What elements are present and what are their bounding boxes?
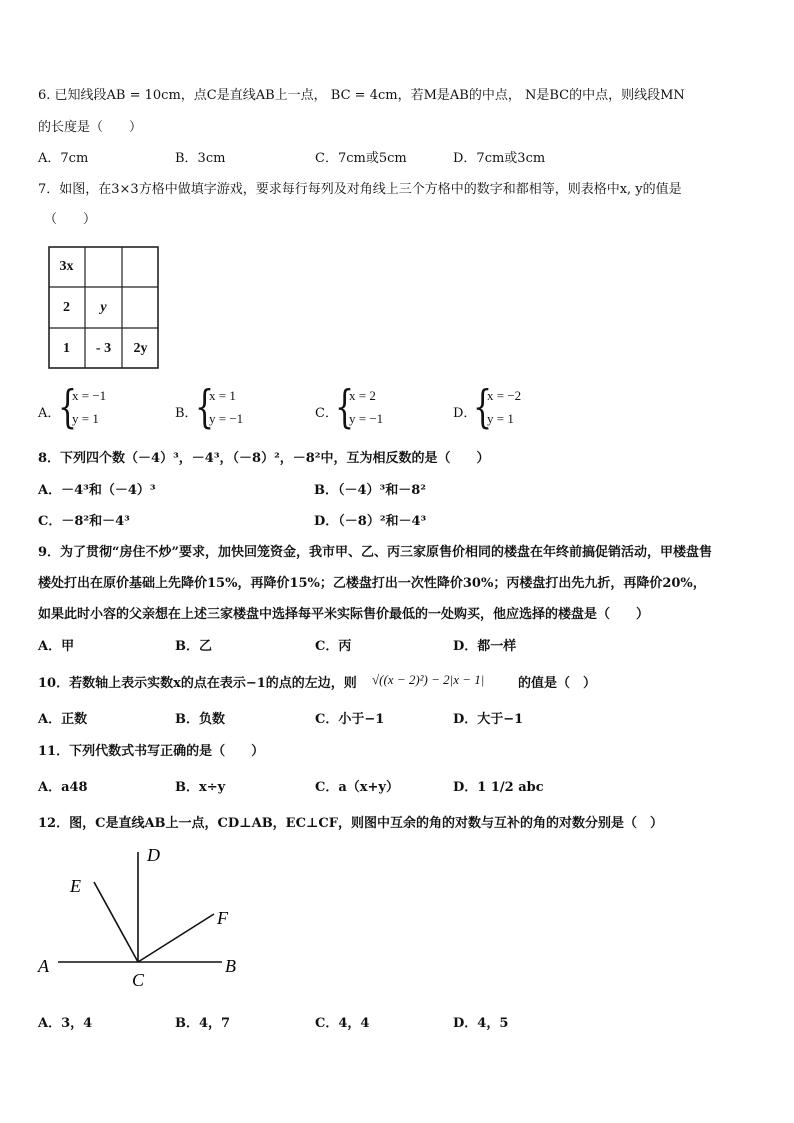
q12-label-e: E — [70, 876, 81, 896]
q10-option-b[interactable]: B．负数 — [175, 712, 225, 727]
q7-option-d-brace: { — [473, 381, 493, 434]
q12-option-b[interactable]: B．4，7 — [175, 1016, 231, 1031]
q12-label-d: D — [147, 845, 160, 865]
q7-grid-cell-r3c3: 2y — [133, 340, 148, 356]
q12-figure — [30, 840, 260, 1000]
q9-option-b[interactable]: B．乙 — [175, 639, 212, 654]
q8-option-b[interactable]: B．（－4）³和－8² — [314, 483, 426, 498]
q7-option-d-eq2: y = 1 — [487, 411, 514, 426]
q10-stem-prefix: 10．若数轴上表示实数x的点在表示−1的点的左边，则 — [38, 676, 357, 691]
q11-option-d[interactable]: D．1 1/2 abc — [453, 780, 544, 795]
q11-option-c[interactable]: C．a（x+y） — [315, 780, 399, 795]
q6-option-d[interactable]: D．7cm或3cm — [453, 151, 546, 166]
q6-stem-line1: 6. 已知线段AB = 10cm，点C是直线AB上一点， BC = 4cm，若M是AB的中点， N是BC的中点，则线段MN — [38, 88, 685, 103]
q7-option-b-eq1: x = 1 — [209, 388, 236, 403]
q12-option-c[interactable]: C．4，4 — [315, 1016, 370, 1031]
q9-option-d[interactable]: D．都一样 — [453, 639, 517, 654]
q10-expression: √((x − 2)²) − 2|x − 1| — [372, 672, 485, 687]
q10-option-a[interactable]: A．正数 — [38, 712, 88, 727]
q12-label-c: C — [132, 970, 145, 990]
q7-option-a-eq2: y = 1 — [72, 411, 99, 426]
q7-option-b-brace: { — [195, 381, 215, 434]
q11-option-a[interactable]: A．a48 — [38, 780, 88, 795]
q7-option-a-eq1: x = −1 — [72, 388, 107, 403]
q12-stem: 12．图，C是直线AB上一点，CD⊥AB，EC⊥CF，则图中互余的角的对数与互补的角的对数分别是（ ） — [38, 816, 663, 831]
q7-option-a-brace: { — [58, 381, 78, 434]
q9-stem-line1: 9．为了贯彻“房住不炒”要求，加快回笼资金，我市甲、乙、丙三家原售价相同的楼盘在年终前搞促销活动，甲楼盘售 — [38, 545, 713, 560]
q7-option-c-eq2: y = −1 — [349, 411, 384, 426]
q7-option-d-eq1: x = −2 — [487, 388, 522, 403]
q7-grid-cell-r2c3 — [122, 287, 159, 328]
q12-label-b: B — [225, 956, 236, 976]
q12-option-d[interactable]: D．4，5 — [453, 1016, 509, 1031]
q7-stem-line2: （ ） — [44, 212, 97, 227]
q8-stem: 8．下列四个数（－4）³，－4³，（－8）²，－8²中，互为相反数的是（ ） — [38, 451, 490, 466]
q7-grid-cell-r1c3 — [122, 246, 159, 287]
q6-stem-line2: 的长度是（ ） — [38, 120, 143, 135]
q8-option-a[interactable]: A．－4³和（－4）³ — [38, 483, 156, 498]
q11-stem: 11．下列代数式书写正确的是（ ） — [38, 744, 265, 759]
q7-option-b-eq2: y = −1 — [209, 411, 244, 426]
q7-grid — [48, 246, 159, 369]
q7-option-b-label: B． — [175, 406, 198, 421]
q7-grid-cell-r3c1: 1 — [63, 340, 70, 356]
q9-stem-line3: 如果此时小容的父亲想在上述三家楼盘中选择每平米实际售价最低的一处购买，他应选择的楼盘是（ ） — [38, 607, 650, 622]
q7-grid-cell-r2c2: y — [100, 299, 107, 315]
q8-option-c[interactable]: C．－8²和－4³ — [38, 514, 130, 529]
q9-stem-line2: 楼处打出在原价基础上先降价15%，再降价15%；乙楼盘打出一次性降价30%；丙楼盘打出先九折，再降价20%， — [38, 576, 706, 591]
q12-option-a[interactable]: A．3，4 — [38, 1016, 93, 1031]
q7-grid-cell-r2c1: 2 — [63, 299, 70, 315]
q7-grid-cell-r3c2: - 3 — [95, 340, 112, 356]
q12-ray-ce — [94, 882, 138, 962]
q7-grid-cell-r1c2 — [85, 246, 122, 287]
q12-label-f: F — [217, 908, 228, 928]
q10-stem-suffix: 的值是（ ） — [518, 676, 597, 691]
q7-stem-line1: 7．如图，在3×3方格中做填字游戏，要求每行每列及对角线上三个方格中的数字和都相等，则表格中x, y的值是 — [38, 182, 682, 197]
q11-option-b[interactable]: B．x÷y — [175, 780, 226, 795]
q7-option-c-brace: { — [335, 381, 355, 434]
q8-option-d[interactable]: D．（－8）²和－4³ — [314, 514, 427, 529]
q7-option-c-label: C． — [315, 406, 338, 421]
q7-option-c-eq1: x = 2 — [349, 388, 376, 403]
q6-option-a[interactable]: A．7cm — [38, 151, 89, 166]
q10-option-d[interactable]: D．大于−1 — [453, 712, 524, 727]
q10-option-c[interactable]: C．小于−1 — [315, 712, 385, 727]
q9-option-a[interactable]: A．甲 — [38, 639, 75, 654]
q9-option-c[interactable]: C．丙 — [315, 639, 352, 654]
q7-option-d-label: D． — [453, 406, 477, 421]
q6-option-b[interactable]: B．3cm — [175, 151, 226, 166]
q12-label-a: A — [38, 956, 49, 976]
q7-grid-cell-r1c1: 3x — [59, 258, 74, 274]
q7-option-a-label: A． — [38, 406, 61, 421]
q6-option-c[interactable]: C．7cm或5cm — [315, 151, 407, 166]
q12-ray-cf — [138, 914, 214, 962]
